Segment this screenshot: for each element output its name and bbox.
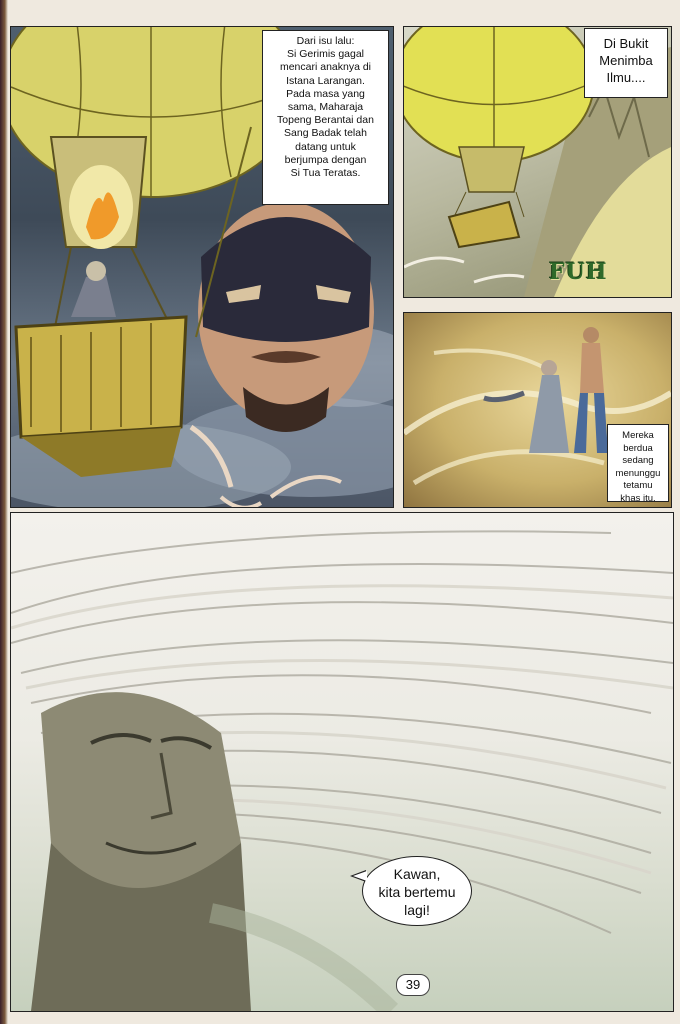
speech-line: Kawan, [393, 866, 441, 882]
panel-old-man-windswept-hair [10, 512, 674, 1012]
caption-line: Si Gerimis gagal [286, 48, 365, 61]
old-man-face [31, 692, 251, 1011]
caption-line: Mereka [622, 430, 654, 441]
speech-line: kita bertemu [378, 884, 456, 900]
caption-line: menunggu [615, 467, 661, 479]
figure-shirtless [574, 327, 608, 453]
caption-line: Istana Larangan. [286, 74, 365, 87]
caption-line: Menimba [599, 53, 653, 68]
speech-bubble-tail-inner [353, 871, 367, 881]
caption-line: Dari isu lalu: [296, 35, 355, 47]
caption-line: datang untuk [295, 140, 356, 153]
caption-line: Topeng Berantai dan [277, 114, 374, 127]
caption-line: Di Bukit [603, 36, 649, 51]
caption-line: Pada masa yang [286, 87, 365, 100]
caption-previous-issue-recap [262, 30, 389, 205]
caption-line: berdua [623, 442, 653, 454]
caption-line: Sang Badak telah [284, 127, 367, 140]
caption-line: berjumpa dengan [284, 153, 367, 166]
caption-line: sama, Maharaja [287, 101, 364, 114]
caption-location [584, 28, 668, 98]
book-spine-edge [0, 0, 8, 1024]
page-number: 39 [396, 974, 430, 996]
sound-effect-fuh: FUH [549, 259, 608, 285]
caption-line: tetamu [623, 480, 653, 491]
caption-waiting-guest [607, 424, 669, 502]
speech-line: lagi! [404, 902, 430, 918]
caption-line: sedang [622, 455, 654, 466]
caption-line: mencari anaknya di [279, 61, 372, 74]
caption-line: Ilmu.... [606, 70, 646, 85]
figure-cloaked [484, 360, 569, 453]
speech-bubble-greeting [362, 856, 472, 926]
caption-line: khas itu. [620, 492, 656, 504]
panel-4-art [11, 513, 673, 1011]
caption-line: Si Tua Teratas. [290, 167, 361, 180]
